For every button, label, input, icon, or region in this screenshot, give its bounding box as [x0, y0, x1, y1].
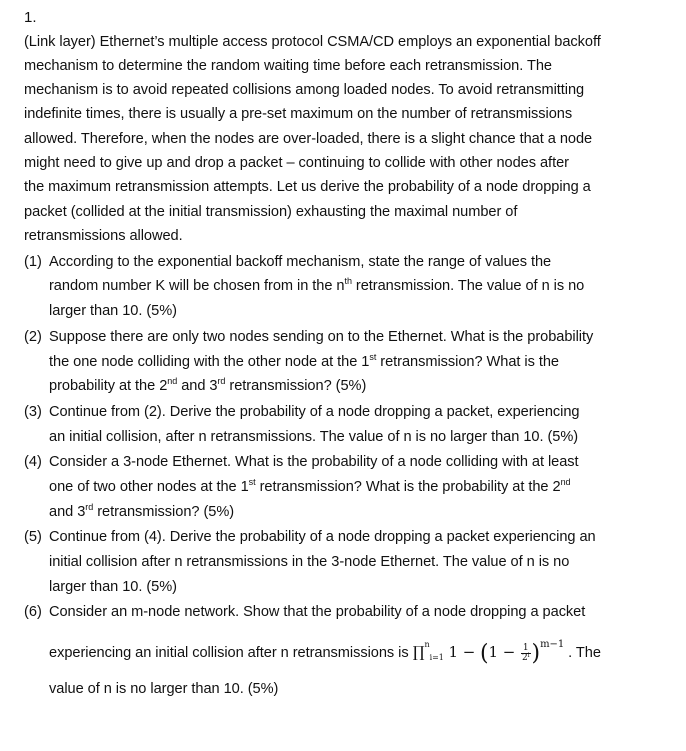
intro-line: mechanism to determine the random waiting time before each retransmission. The: [24, 58, 552, 74]
fraction-numerator: 1: [522, 642, 529, 653]
part-line: initial collision after n retransmissions in the 3-node Ethernet. The value of n is no: [49, 554, 570, 570]
superscript: rd: [217, 376, 226, 386]
text-span: and 3: [49, 504, 86, 520]
superscript: st: [248, 477, 256, 487]
formula-text: 1 −: [443, 643, 480, 661]
text-span: retransmission. The value of n is no: [351, 278, 585, 294]
formula-left-paren: (: [479, 641, 489, 666]
part-label: (1): [24, 254, 42, 270]
probability-formula: [412, 639, 565, 666]
part-label: (5): [24, 529, 42, 545]
intro-line: indefinite times, there is usually a pre-set maximum on the number of retransmissions: [24, 106, 573, 122]
text-span: retransmission? (5%): [225, 378, 367, 394]
text-span: the one node colliding with the other node at the 1: [49, 354, 370, 370]
intro-line: (Link layer) Ethernet’s multiple access protocol CSMA/CD employs an exponential backoff: [24, 34, 601, 50]
text-span: one of two other nodes at the 1: [49, 479, 249, 495]
text-span: retransmission? (5%): [93, 504, 235, 520]
fraction-denominator: [521, 651, 531, 663]
text-span: experiencing an initial collision after n retransmissions is: [49, 645, 413, 661]
intro-line: packet (collided at the initial transmission) exhausting the maximal number of: [24, 204, 518, 220]
part-line: Suppose there are only two nodes sending on to the Ethernet. What is the probability: [49, 329, 594, 345]
part-line: [49, 475, 570, 499]
part-line: [49, 640, 601, 670]
part-label: (2): [24, 329, 42, 345]
fraction-base: 2: [521, 652, 528, 663]
superscript: th: [344, 276, 352, 286]
formula-exponent: m−1: [540, 639, 565, 650]
superscript: rd: [85, 502, 94, 512]
text-span: retransmission? What is the probability at the 2: [255, 479, 561, 495]
part-line: [49, 274, 584, 298]
part-line: Continue from (2). Derive the probability of a node dropping a packet, experiencing: [49, 404, 580, 420]
intro-line: might need to give up and drop a packet – continuing to collide with other nodes after: [24, 155, 569, 171]
text-span: random number K will be chosen from in the n: [49, 278, 345, 294]
formula-fraction: [521, 644, 531, 663]
text-span: . The: [564, 645, 601, 661]
formula-text: 1 −: [488, 643, 520, 661]
formula-lower-limit: i=1: [429, 653, 444, 662]
part-line: Continue from (4). Derive the probability of a node dropping a packet experiencing an: [49, 529, 596, 545]
product-symbol: ∏: [412, 643, 425, 661]
fraction-exponent: i: [527, 651, 530, 659]
question-number: 1.: [24, 9, 37, 26]
superscript: nd: [167, 376, 178, 386]
intro-line: mechanism is to avoid repeated collisions among loaded nodes. To avoid retransmitting: [24, 82, 585, 98]
part-line: [49, 500, 234, 524]
text-span: probability at the 2: [49, 378, 168, 394]
part-label: (4): [24, 454, 42, 470]
intro-line: retransmissions allowed.: [24, 228, 183, 244]
part-line: an initial collision, after n retransmissions. The value of n is no larger than 10. (5%): [49, 429, 579, 445]
part-label: (6): [24, 604, 42, 620]
formula-right-paren: ): [531, 641, 541, 666]
part-line: larger than 10. (5%): [49, 303, 177, 319]
part-line: Consider an m-node network. Show that the probability of a node dropping a packet: [49, 604, 586, 620]
part-line: [49, 374, 366, 398]
superscript: st: [369, 352, 377, 362]
part-label: (3): [24, 404, 42, 420]
part-line: [49, 350, 559, 374]
text-span: retransmission? What is the: [376, 354, 559, 370]
intro-line: the maximum retransmission attempts. Let us derive the probability of a node dropping a: [24, 179, 591, 195]
formula-upper-limit: n: [424, 640, 430, 649]
text-span: and 3: [177, 378, 218, 394]
part-line: According to the exponential backoff mechanism, state the range of values the: [49, 254, 552, 270]
part-line: larger than 10. (5%): [49, 579, 177, 595]
part-line: Consider a 3-node Ethernet. What is the probability of a node colliding with at least: [49, 454, 579, 470]
intro-line: allowed. Therefore, when the nodes are over-loaded, there is a slight chance that a node: [24, 131, 593, 147]
part-line: value of n is no larger than 10. (5%): [49, 681, 279, 697]
superscript: nd: [560, 477, 571, 487]
